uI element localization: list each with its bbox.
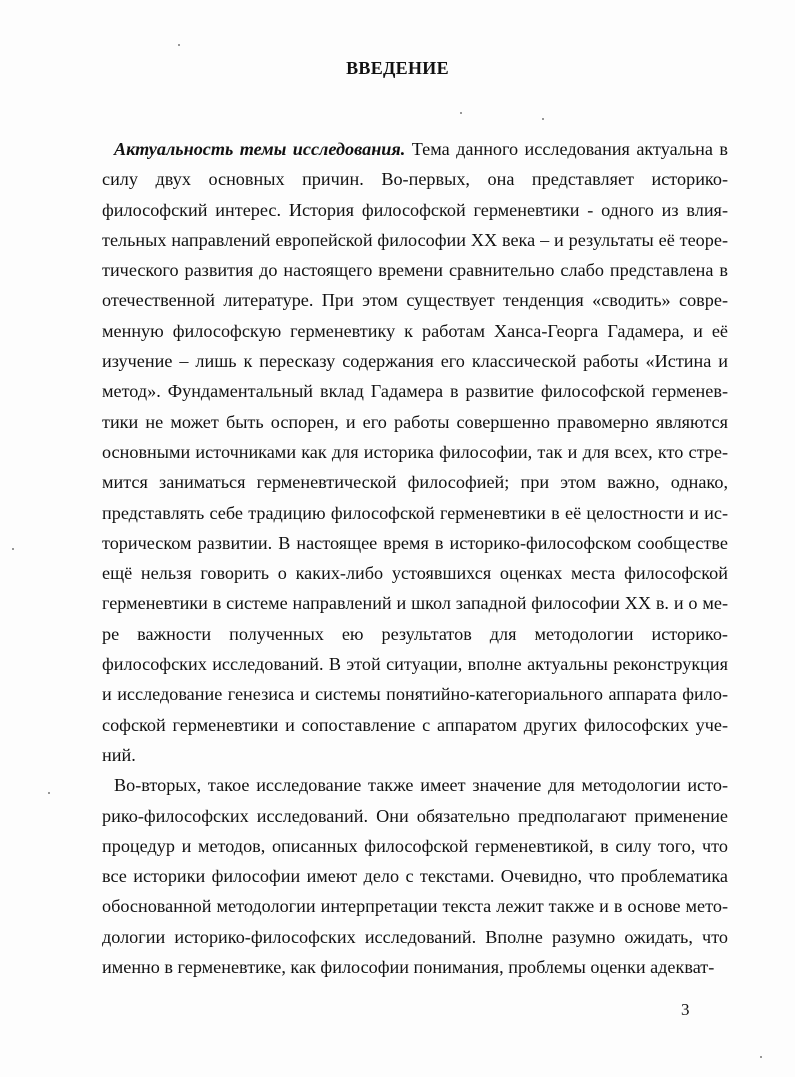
scan-speck — [460, 112, 462, 114]
paragraph-relevance — [102, 134, 728, 770]
scan-speck — [178, 44, 180, 46]
scan-speck — [48, 792, 50, 794]
page-title: ВВЕДЕНИЕ — [346, 58, 449, 78]
paragraph-secondly — [102, 770, 728, 982]
paragraph-text: Тема данного исследования актуальна в силу двух основных причин. Во-первых, она представляет историко-философский интерес. История философской герменевтики - одного из влиятельных направлений европейской философии XX века – и результаты её теоретического развития до настоящего времени сравнительно слабо представлена в отечественной литературе. При этом существует тенденция «сводить» современную философскую герменевтику к работам Ханса-Георга Гадамера, и её изучение – лишь к пересказу содержания его классической работы «Истина и метод». Фундаментальный вклад Гадамера в развитие философской герменевтики не может быть оспорен, и его работы совершенно правомерно являются основными источниками как для историка философии, так и для всех, кто стремится заниматься герменевтической философией; при этом важно, однако, представлять себе традицию философской герменевтики в её целостности и историческом развитии. В настоящее время в историко-философском сообществе ещё нельзя говорить о каких-либо устоявшихся оценках места философской герменевтики в системе направлений и школ западной философии XX в. и о мере важности полученных ею результатов для методологии историко-философских исследований. В этой ситуации, вполне актуальны реконструкция и исследование генезиса и системы понятийно-категориального аппарата философской герменевтики и сопоставление с аппаратом других философских учений. — [102, 139, 728, 765]
scan-speck — [760, 1056, 762, 1058]
scan-speck — [12, 548, 14, 550]
paragraph-lead: Актуальность темы исследования. — [114, 139, 406, 159]
paragraph-text: Во-вторых, такое исследование также имеет значение для методологии историко-философских исследований. Они обязательно предполагают применение процедур и методов, описанных философской герменевтикой, в силу того, что все историки философии имеют дело с текстами. Очевидно, что проблематика обоснованной методологии интерпретации текста лежит также и в основе методологии историко-философских исследований. Вполне разумно ожидать, что именно в герменевтике, как философии понимания, проблемы оценки адекват- — [102, 775, 728, 978]
body-text — [102, 134, 728, 982]
page-number: 3 — [681, 1000, 690, 1019]
scan-speck — [542, 118, 544, 120]
